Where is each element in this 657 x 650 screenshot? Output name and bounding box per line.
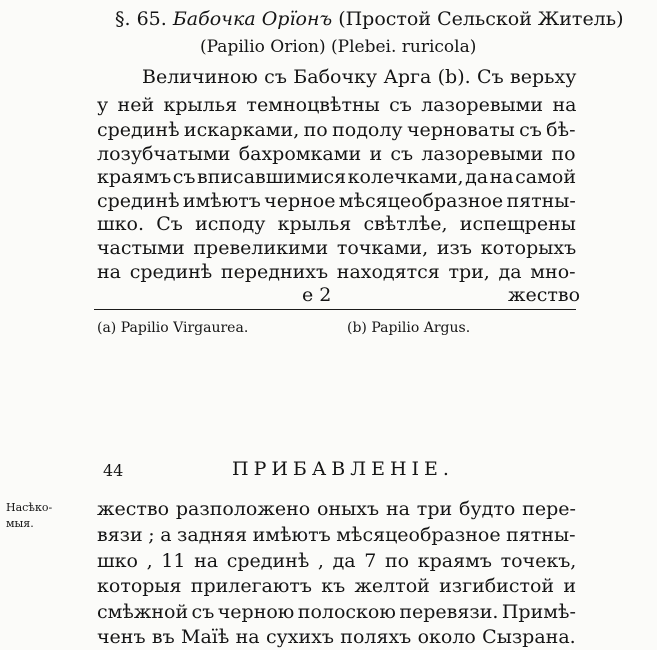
text-line: вязи ; а задняя имѣютъ мѣсяцеобразное пятны- (97, 524, 576, 546)
margin-note-line: Насѣко- (6, 501, 53, 514)
catchword: жество (508, 284, 581, 306)
text-line: частыми превеликими точками, изъ которыхъ (97, 237, 577, 259)
section-heading (115, 8, 624, 30)
text-line: на срединѣ переднихъ находятся три, да мно- (97, 261, 576, 283)
footnote-a: (a) Papilio Virgaurea. (97, 320, 249, 336)
footnote-rule (94, 309, 576, 310)
running-header: ПРИБАВЛЕНIЕ. (232, 458, 454, 480)
text-line: срединѣ имѣютъ черное мѣсяцеобразное пятны- (97, 190, 576, 212)
species-common-name: (Простой Сельской Житель) (338, 8, 624, 30)
text-line: ченъ въ Маїѣ на сухихъ поляхъ около Сызрана. (97, 626, 576, 648)
footnote-b: (b) Papilio Argus. (347, 320, 471, 336)
margin-note-line: мыя. (6, 517, 34, 530)
text-line: шко , 11 на срединѣ , да 7 по краямъ точекъ, (97, 550, 577, 572)
margin-note (6, 500, 52, 532)
text-line: которыя прилегаютъ къ желтой изгибистой и (97, 575, 576, 597)
text-line: жество разположено оныхъ на три будто пере- (97, 498, 576, 520)
signature-mark: е 2 (302, 284, 332, 306)
section-number: §. 65. (115, 8, 167, 30)
text-line: срединѣ искарками, по подолу черноваты съ бѣ- (97, 119, 576, 141)
latin-name: (Papilio Orion) (Plebei. ruricola) (200, 37, 477, 57)
text-line: Величиною съ Бабочку Арга (b). Съ верьху (142, 66, 577, 88)
species-name: Бабочка Орїонъ (172, 8, 333, 30)
text-line: краямъ съ вписавшимися колечками, да на самой (97, 166, 577, 188)
page-number: 44 (103, 461, 124, 480)
text-line: у ней крылья темноцвѣтны съ лазоревыми на (97, 94, 577, 116)
text-line: шко. Съ исподу крылья свѣтлѣе, испещрены (97, 213, 576, 235)
text-line: смѣжной съ черною полоскою перевязи. Примѣ- (97, 601, 576, 623)
text-line: лозубчатыми бахромками и съ лазоревыми по (97, 143, 576, 165)
